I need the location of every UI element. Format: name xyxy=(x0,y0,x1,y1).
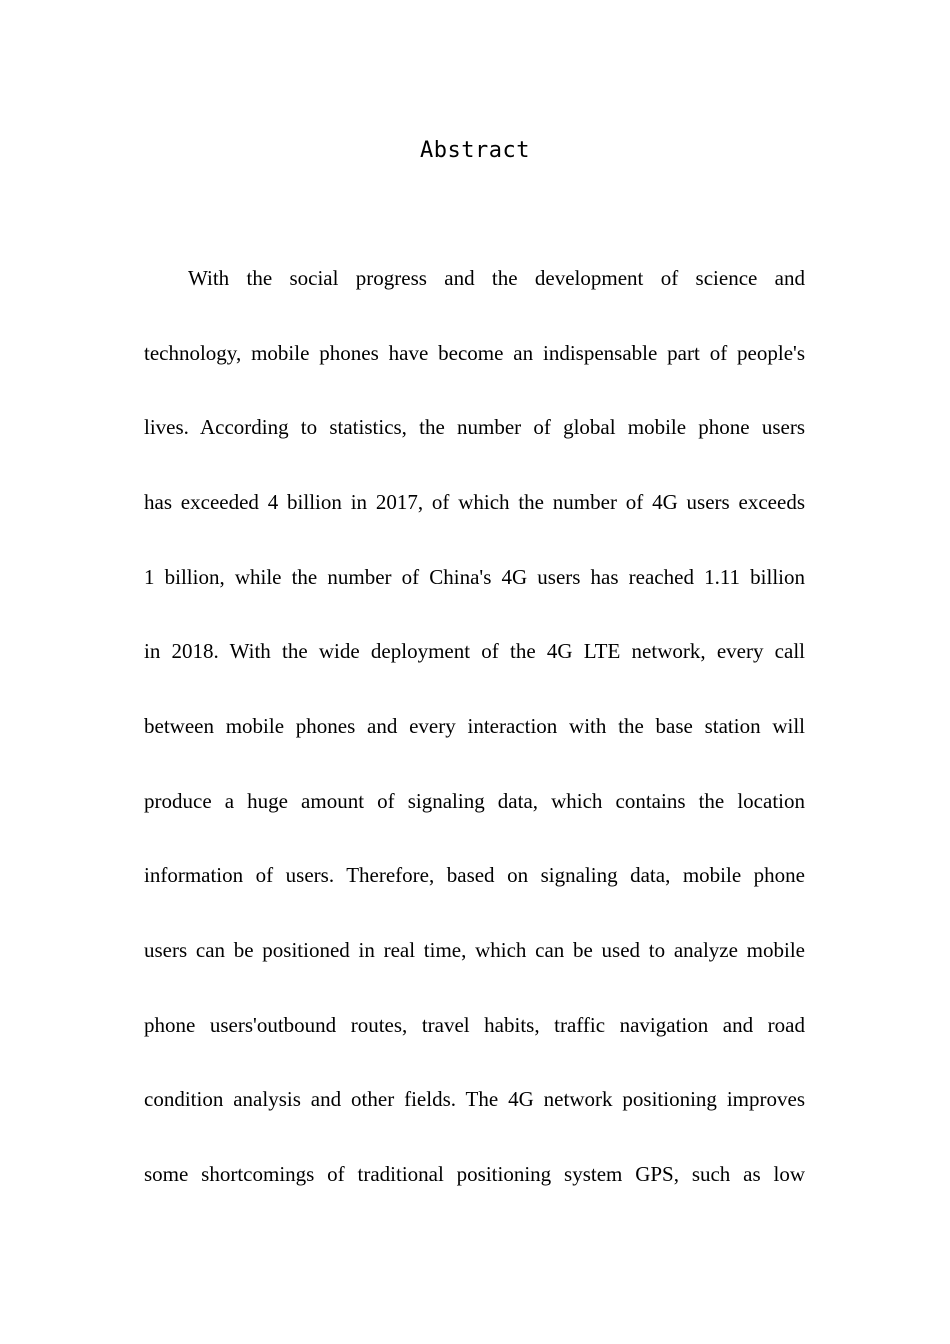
paragraph-line: some shortcomings of traditional positioning system GPS, such as low xyxy=(144,1162,805,1186)
paragraph-line: technology, mobile phones have become an indispensable part of people's xyxy=(144,341,805,365)
abstract-title: Abstract xyxy=(420,138,530,163)
paragraph-line: lives. According to statistics, the number of global mobile phone users xyxy=(144,415,805,439)
paragraph-line: condition analysis and other fields. The 4G network positioning improves xyxy=(144,1087,805,1111)
paragraph-line: With the social progress and the development of science and xyxy=(188,266,805,290)
paragraph-line: between mobile phones and every interaction with the base station will xyxy=(144,714,805,738)
paragraph-line: produce a huge amount of signaling data, which contains the location xyxy=(144,789,805,813)
paragraph-line: information of users. Therefore, based on signaling data, mobile phone xyxy=(144,863,805,887)
paragraph-line: users can be positioned in real time, which can be used to analyze mobile xyxy=(144,938,805,962)
paragraph-line: phone users'outbound routes, travel habits, traffic navigation and road xyxy=(144,1013,805,1037)
paragraph-line: in 2018. With the wide deployment of the 4G LTE network, every call xyxy=(144,639,805,663)
paragraph-line: has exceeded 4 billion in 2017, of which the number of 4G users exceeds xyxy=(144,490,805,514)
paragraph-line: 1 billion, while the number of China's 4G users has reached 1.11 billion xyxy=(144,565,805,589)
